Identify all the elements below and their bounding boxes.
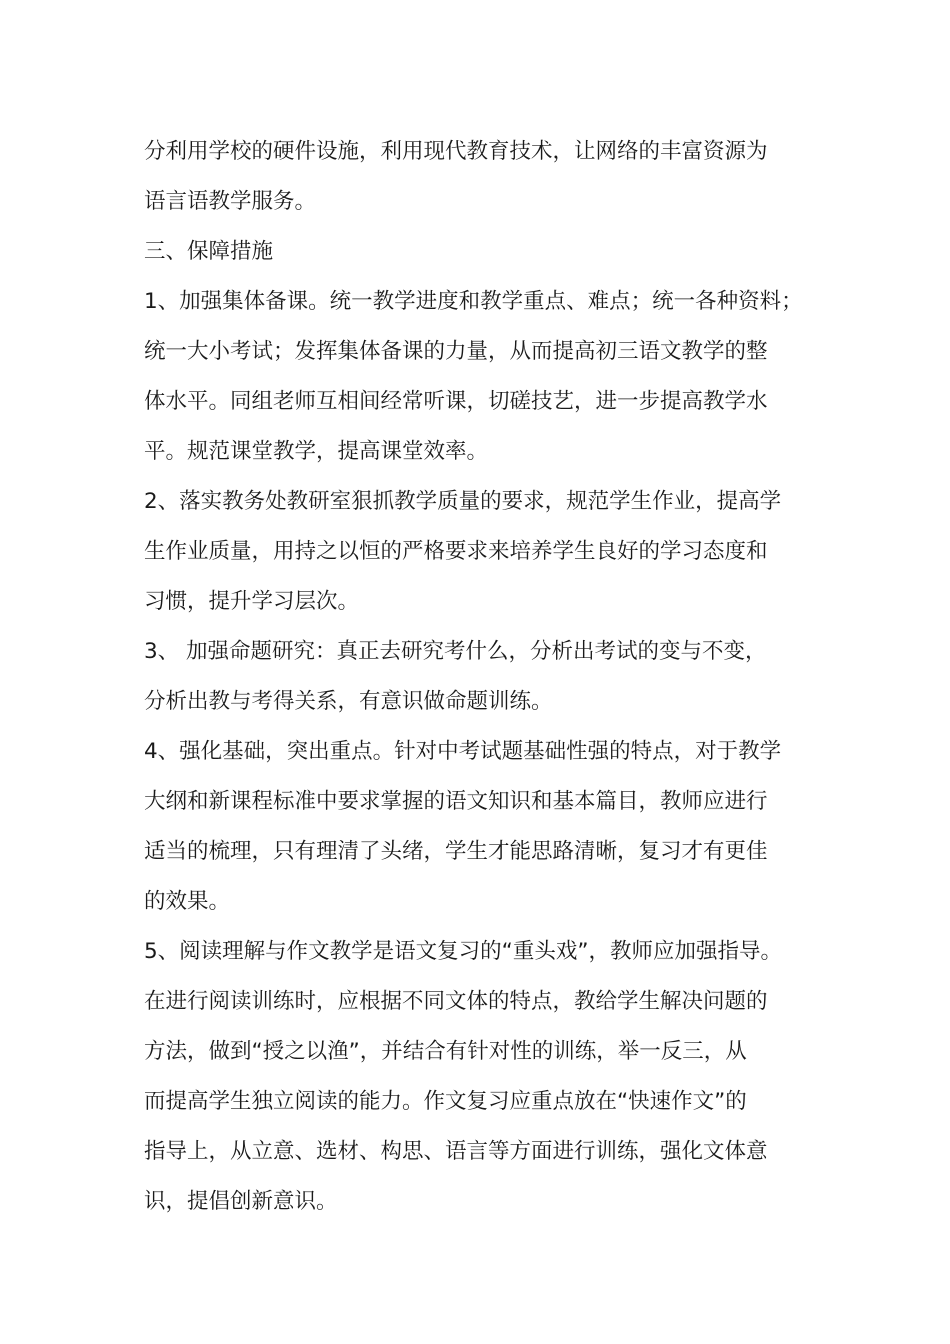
text-line: 统一大小考试；发挥集体备课的力量，从而提高初三语文教学的整 <box>144 339 768 364</box>
text-line: 1、加强集体备课。统一教学进度和教学重点、难点；统一各种资料； <box>144 289 803 314</box>
section-heading: 三、保障措施 <box>144 239 274 264</box>
text-line: 平。规范课堂教学，提高课堂效率。 <box>144 439 489 464</box>
document-body <box>144 127 829 1227</box>
text-line: 指导上，从立意、选材、构思、语言等方面进行训练，强化文体意 <box>144 1139 768 1164</box>
text-line: 习惯，提升学习层次。 <box>144 589 360 614</box>
text-line: 分析出教与考得关系，有意识做命题训练。 <box>144 689 553 714</box>
text-line: 3、 加强命题研究：真正去研究考什么，分析出考试的变与不变， <box>144 639 767 664</box>
text-line: 在进行阅读训练时，应根据不同文体的特点，教给学生解决问题的 <box>144 989 768 1014</box>
text-line: 大纲和新课程标准中要求掌握的语文知识和基本篇目，教师应进行 <box>144 789 768 814</box>
text-line: 5、阅读理解与作文教学是语文复习的“重头戏”，教师应加强指导。 <box>144 939 782 964</box>
text-line: 生作业质量，用持之以恒的严格要求来培养学生良好的学习态度和 <box>144 539 768 564</box>
text-line: 体水平。同组老师互相间经常听课，切磋技艺，进一步提高教学水 <box>144 389 768 414</box>
text-line: 2、落实教务处教研室狠抓教学质量的要求，规范学生作业，提高学 <box>144 489 782 514</box>
text-line: 语言语教学服务。 <box>144 189 317 214</box>
text-line: 而提高学生独立阅读的能力。作文复习应重点放在“快速作文”的 <box>144 1089 747 1114</box>
text-line: 分利用学校的硬件设施，利用现代教育技术，让网络的丰富资源为 <box>144 139 768 164</box>
text-line: 识，提倡创新意识。 <box>144 1189 338 1214</box>
text-line: 方法，做到“授之以渔”，并结合有针对性的训练，举一反三，从 <box>144 1039 747 1064</box>
text-line: 适当的梳理，只有理清了头绪，学生才能思路清晰，复习才有更佳 <box>144 839 768 864</box>
text-line: 的效果。 <box>144 889 231 914</box>
text-line: 4、强化基础，突出重点。针对中考试题基础性强的特点，对于教学 <box>144 739 782 764</box>
